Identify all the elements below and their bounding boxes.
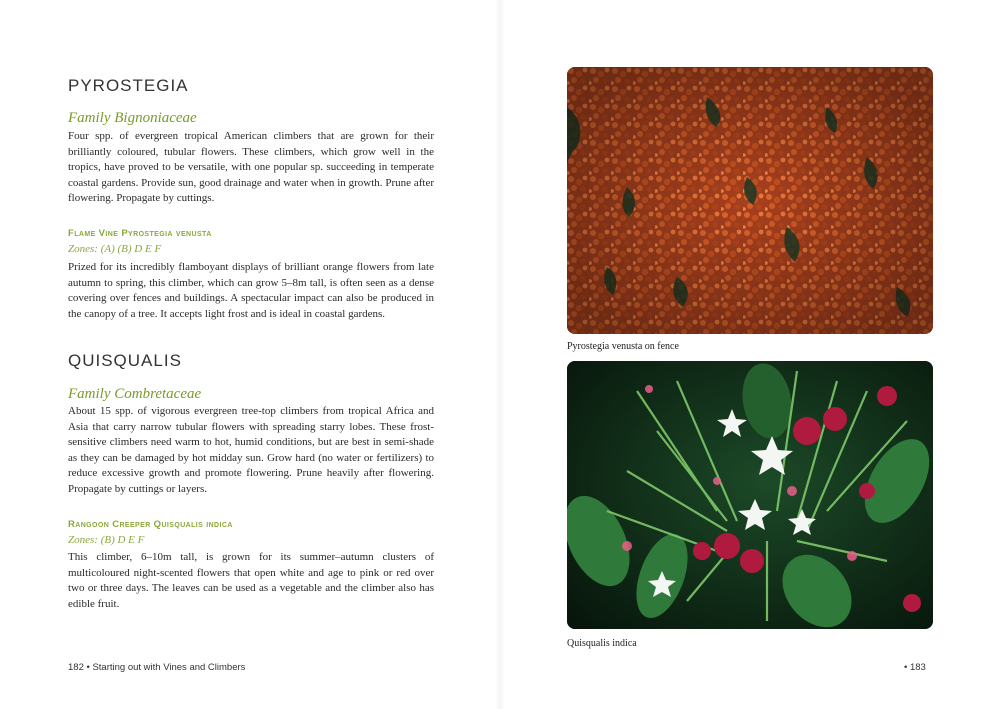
genus-description-pyrostegia: Four spp. of evergreen tropical American climbers that are grown for their brilliantly coloured, tubular flowers. These climbers, which grow well in the tropics, have proved to be versatile, with one popular sp. succeeding in temperate coastal gardens. Provide sun, good drainage and water when in growth. Prune after flowering. Propagate by cuttings. (68, 130, 434, 205)
zones-flame-vine: Zones: (A) (B) D E F (68, 243, 162, 255)
zones-rangoon-creeper: Zones: (B) D E F (68, 534, 145, 546)
caption-pyrostegia: Pyrostegia venusta on fence (567, 341, 679, 352)
family-name-bignoniaceae: Family Bignoniaceae (68, 110, 197, 126)
pink-white-star-flowers-image (567, 361, 933, 629)
orange-flower-wall-photo (567, 67, 933, 334)
caption-quisqualis: Quisqualis indica (567, 638, 637, 649)
section-title-quisqualis: QUISQUALIS (68, 351, 182, 370)
genus-description-quisqualis: About 15 spp. of vigorous evergreen tree-top climbers from tropical Africa and Asia that carry narrow tubular flowers with spreading starry lobes. These frost-sensitive climbers need warm to hot, humid conditions, but are best in semi-shade as they can be damaged by hot midday sun. Grow hard (no water or fertilizers) to reduce excessive growth and promote flowering. Prune heavily after flowering. Propagate by cuttings or layers. (68, 405, 434, 495)
folio-left: 182 • Starting out with Vines and Climbers (68, 662, 246, 673)
plant-description-flame-vine: Prized for its incredibly flamboyant displays of brilliant orange flowers from late autumn to spring, this climber, which can grow 5–8m tall, is often seen as a dense covering over fences and buildings. A spectacular impact can also be produced in the canopy of a tree. It accepts light frost and is ideal in coastal gardens. (68, 261, 434, 320)
folio-right: • 183 (904, 662, 926, 673)
orange-flower-wall-image (567, 67, 933, 334)
section-title-pyrostegia: PYROSTEGIA (68, 76, 189, 95)
plant-description-rangoon-creeper: This climber, 6–10m tall, is grown for its summer–autumn clusters of multicoloured night-scented flowers that open white and age to pink or red over two or three days. The leaves can be used as a vegetable and the climber also has edible fruit. (68, 551, 434, 610)
plant-name-flame-vine: Flame Vine Pyrostegia venusta (68, 228, 212, 239)
family-name-combretaceae: Family Combretaceae (68, 386, 202, 402)
pink-white-star-flowers-photo (567, 361, 933, 629)
plant-name-rangoon-creeper: Rangoon Creeper Quisqualis indica (68, 519, 233, 530)
